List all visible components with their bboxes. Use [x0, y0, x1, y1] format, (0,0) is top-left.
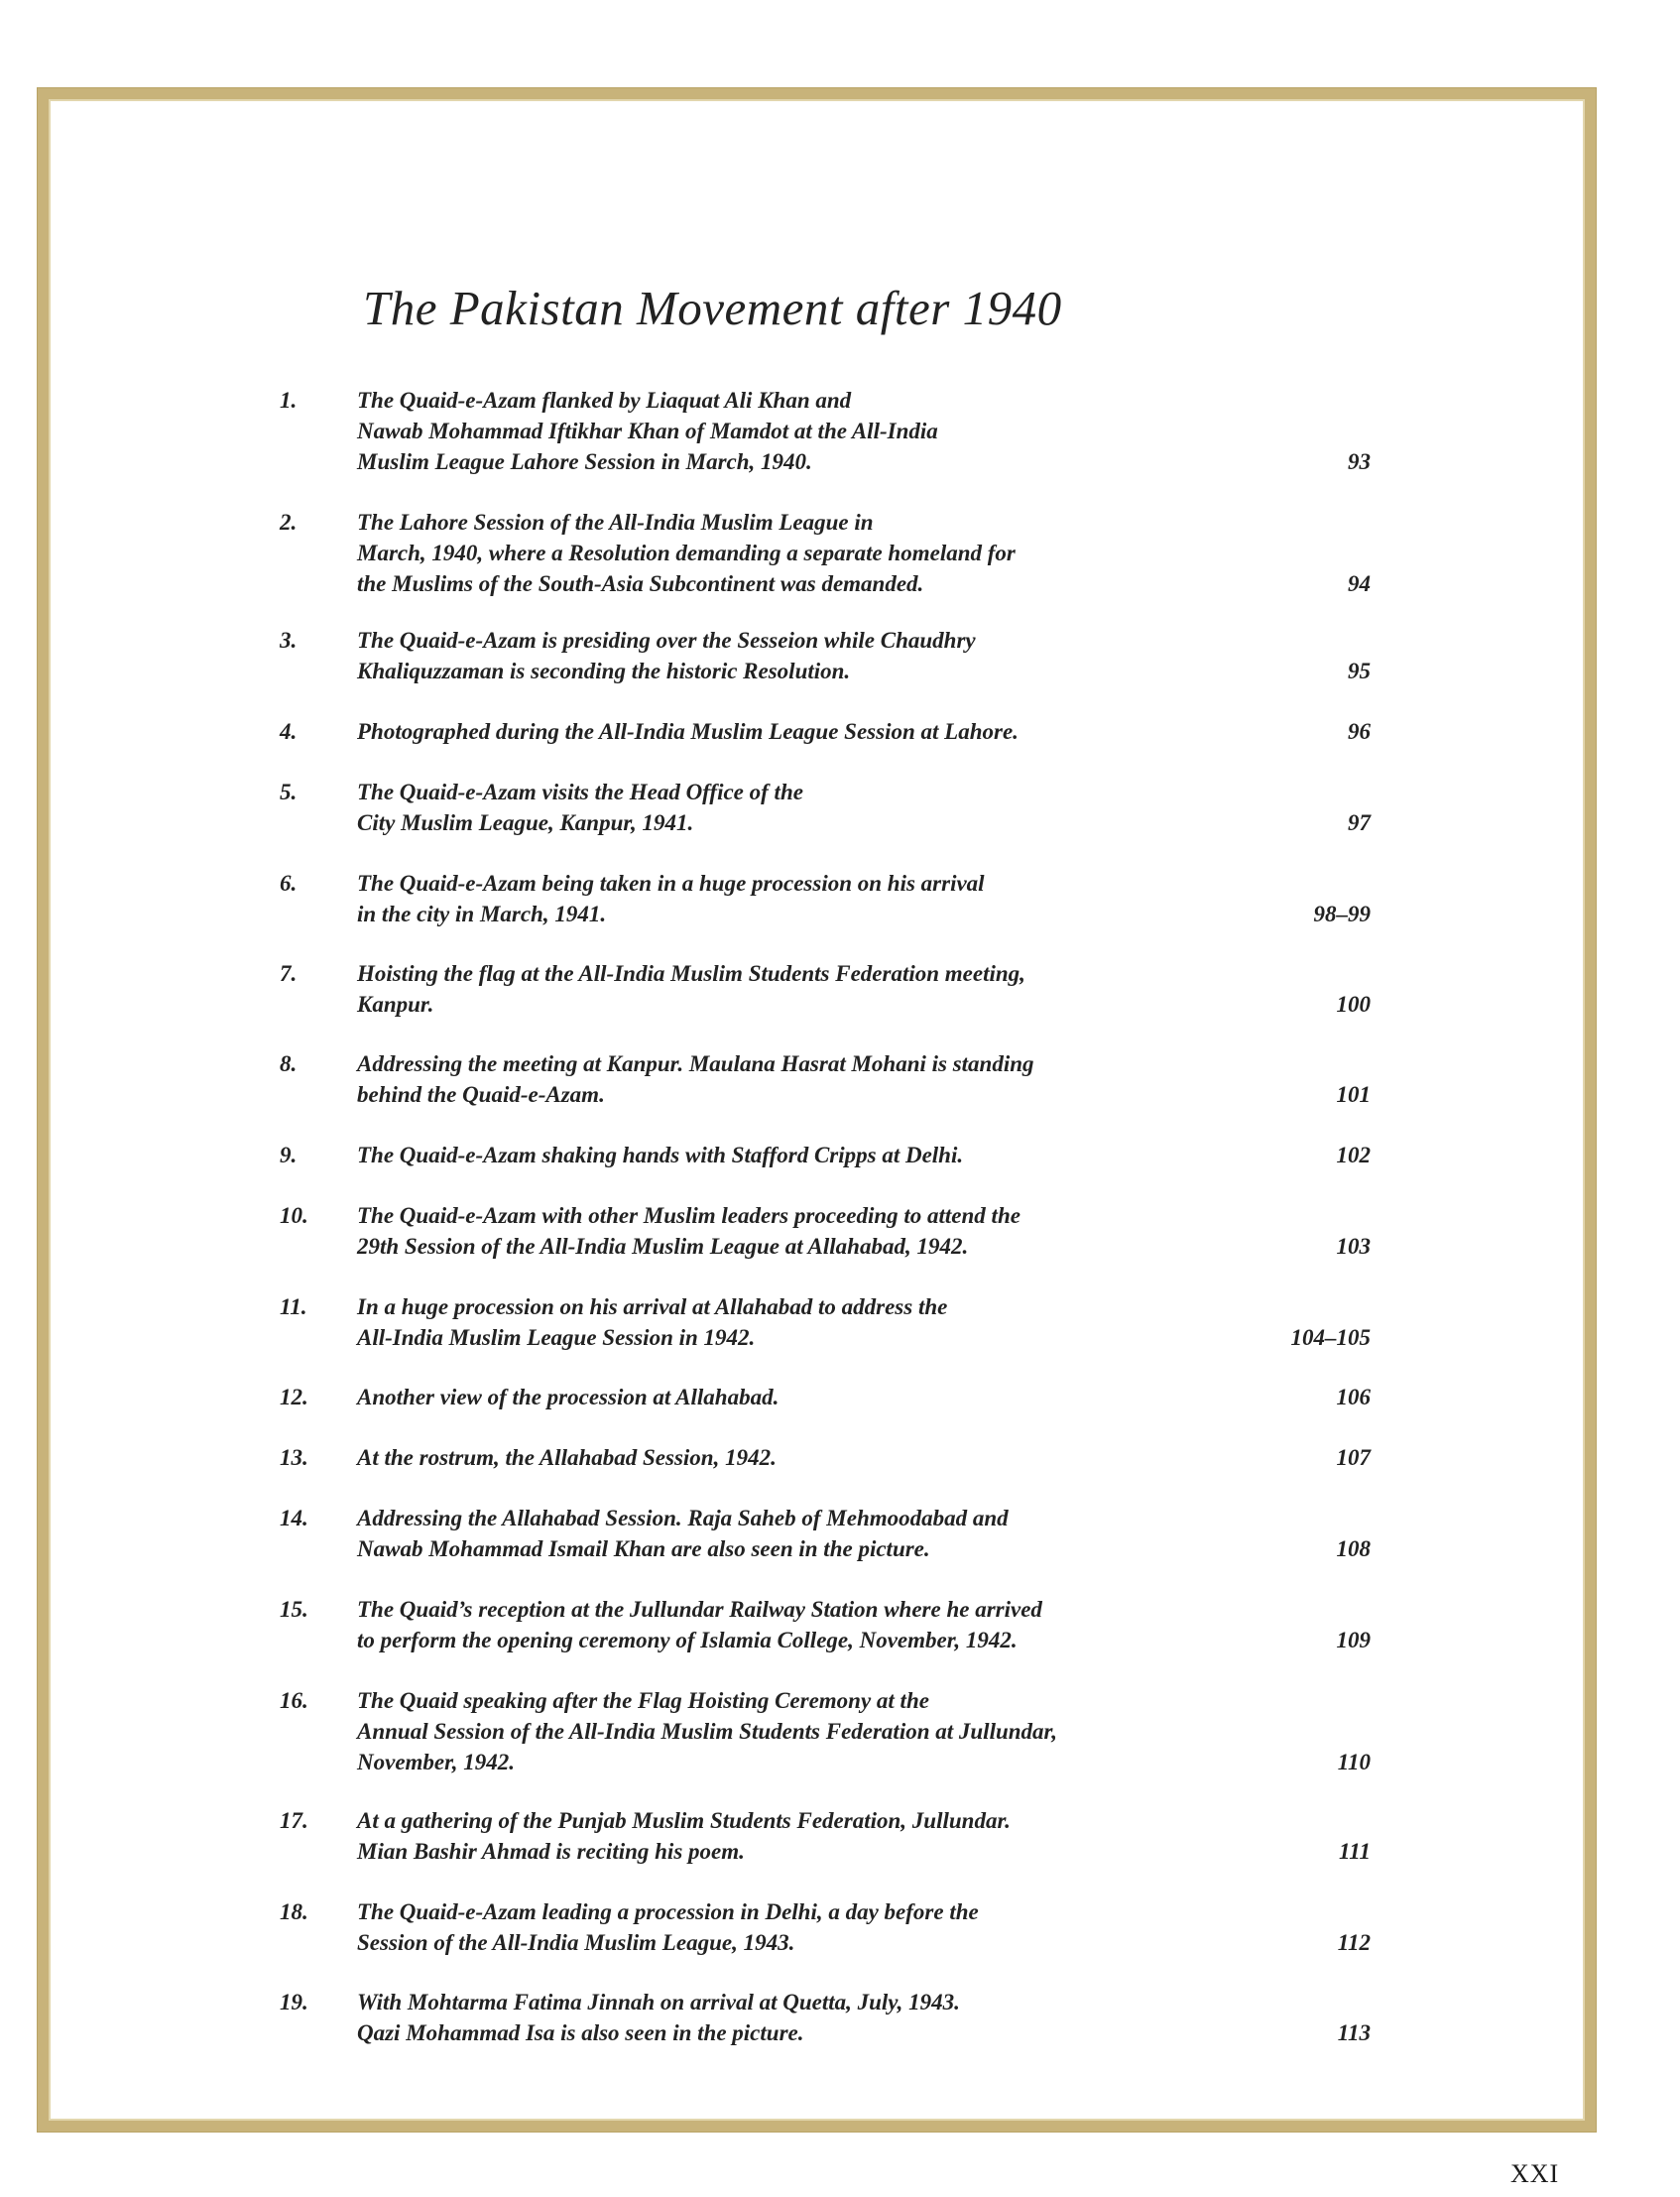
page-folio: XXI [1510, 2159, 1560, 2188]
item-description [357, 868, 1250, 929]
description-line: Khaliquzzaman is seconding the historic Resolution. [357, 659, 851, 683]
item-number: 10. [280, 1203, 308, 1228]
page-number: 102 [1336, 1143, 1371, 1167]
description-line: Another view of the procession at Allahabad. [357, 1385, 780, 1409]
item-number: 17. [280, 1808, 308, 1833]
page-number: 98–99 [1313, 902, 1371, 926]
item-description [357, 1987, 1250, 2048]
page-number: 108 [1336, 1536, 1371, 1561]
description-line: Hoisting the flag at the All-India Muslim Students Federation meeting, [357, 961, 1025, 986]
description-line: Muslim League Lahore Session in March, 1940. [357, 449, 812, 474]
page-number: 95 [1348, 659, 1371, 683]
description-line: Nawab Mohammad Ismail Khan are also seen in the picture. [357, 1536, 930, 1561]
description-line: The Quaid’s reception at the Jullundar Railway Station where he arrived [357, 1597, 1042, 1622]
item-number: 9. [280, 1143, 298, 1167]
page-number: 94 [1348, 571, 1371, 596]
item-description [357, 385, 1250, 477]
item-description [357, 1048, 1250, 1110]
description-line: The Quaid-e-Azam being taken in a huge procession on his arrival [357, 871, 985, 896]
description-line: Annual Session of the All-India Muslim Students Federation at Jullundar, [357, 1719, 1057, 1744]
description-line: All-India Muslim League Session in 1942. [357, 1325, 756, 1350]
description-line: With Mohtarma Fatima Jinnah on arrival at Quetta, July, 1943. [357, 1990, 960, 2014]
page-number: 103 [1336, 1234, 1371, 1259]
description-line: The Quaid-e-Azam is presiding over the Sesseion while Chaudhry [357, 628, 976, 653]
description-line: March, 1940, where a Resolution demanding a separate homeland for [357, 541, 1016, 565]
page-number: 111 [1339, 1839, 1371, 1864]
item-number: 1. [280, 388, 298, 413]
item-description [357, 1291, 1250, 1353]
description-line: Kanpur. [357, 992, 434, 1017]
description-line: The Quaid speaking after the Flag Hoisting Ceremony at the [357, 1688, 929, 1713]
item-number: 18. [280, 1899, 308, 1924]
item-number: 12. [280, 1385, 308, 1409]
description-line: City Muslim League, Kanpur, 1941. [357, 810, 694, 835]
item-description [357, 1805, 1250, 1867]
description-line: At a gathering of the Punjab Muslim Students Federation, Jullundar. [357, 1808, 1011, 1833]
page-number: 112 [1337, 1930, 1371, 1955]
item-description [357, 958, 1250, 1020]
description-line: In a huge procession on his arrival at Allahabad to address the [357, 1294, 948, 1319]
description-line: The Quaid-e-Azam leading a procession in Delhi, a day before the [357, 1899, 979, 1924]
item-description [357, 777, 1250, 838]
item-description [357, 1685, 1250, 1777]
item-number: 14. [280, 1506, 308, 1530]
item-description [357, 1594, 1250, 1655]
description-line: November, 1942. [357, 1750, 516, 1774]
description-line: Addressing the Allahabad Session. Raja Saheb of Mehmoodabad and [357, 1506, 1009, 1530]
item-number: 13. [280, 1445, 308, 1470]
description-line: Mian Bashir Ahmad is reciting his poem. [357, 1839, 745, 1864]
description-line: Qazi Mohammad Isa is also seen in the picture. [357, 2020, 804, 2045]
item-number: 8. [280, 1051, 298, 1076]
page-number: 97 [1348, 810, 1371, 835]
description-line: The Lahore Session of the All-India Muslim League in [357, 510, 874, 535]
description-line: 29th Session of the All-India Muslim League at Allahabad, 1942. [357, 1234, 969, 1259]
page-number: 110 [1337, 1750, 1371, 1774]
description-line: behind the Quaid-e-Azam. [357, 1082, 605, 1107]
description-line: the Muslims of the South-Asia Subcontinent was demanded. [357, 571, 924, 596]
page-number: 101 [1336, 1082, 1371, 1107]
item-number: 11. [280, 1294, 307, 1319]
page-number: 96 [1348, 719, 1371, 744]
description-line: Photographed during the All-India Muslim League Session at Lahore. [357, 719, 1019, 744]
item-number: 3. [280, 628, 298, 653]
item-number: 15. [280, 1597, 308, 1622]
item-description [357, 1200, 1250, 1262]
description-line: in the city in March, 1941. [357, 902, 607, 926]
page-number: 109 [1336, 1628, 1371, 1652]
description-line: The Quaid-e-Azam with other Muslim leaders proceeding to attend the [357, 1203, 1020, 1228]
item-description [357, 1503, 1250, 1564]
page-number: 113 [1337, 2020, 1371, 2045]
page-number: 93 [1348, 449, 1371, 474]
page-title: The Pakistan Movement after 1940 [363, 281, 1062, 335]
description-line: The Quaid-e-Azam shaking hands with Stafford Cripps at Delhi. [357, 1143, 964, 1167]
item-description [357, 625, 1250, 686]
description-line: At the rostrum, the Allahabad Session, 1942. [357, 1445, 777, 1470]
item-number: 19. [280, 1990, 308, 2014]
page-number: 104–105 [1290, 1325, 1371, 1350]
description-line: The Quaid-e-Azam flanked by Liaquat Ali Khan and [357, 388, 852, 413]
description-line: Nawab Mohammad Iftikhar Khan of Mamdot at the All-India [357, 419, 938, 443]
item-description [357, 507, 1250, 599]
description-line: The Quaid-e-Azam visits the Head Office of the [357, 780, 803, 804]
item-number: 2. [280, 510, 298, 535]
page-number: 100 [1336, 992, 1371, 1017]
description-line: Session of the All-India Muslim League, 1943. [357, 1930, 795, 1955]
item-description [357, 716, 1250, 747]
item-number: 16. [280, 1688, 308, 1713]
item-number: 5. [280, 780, 298, 804]
item-description [357, 1140, 1250, 1170]
page-number: 107 [1336, 1445, 1371, 1470]
item-description [357, 1382, 1250, 1412]
item-number: 7. [280, 961, 298, 986]
item-description [357, 1442, 1250, 1473]
page-number: 106 [1336, 1385, 1371, 1409]
description-line: to perform the opening ceremony of Islamia College, November, 1942. [357, 1628, 1018, 1652]
item-number: 6. [280, 871, 298, 896]
item-number: 4. [280, 719, 298, 744]
item-description [357, 1896, 1250, 1958]
description-line: Addressing the meeting at Kanpur. Maulana Hasrat Mohani is standing [357, 1051, 1034, 1076]
